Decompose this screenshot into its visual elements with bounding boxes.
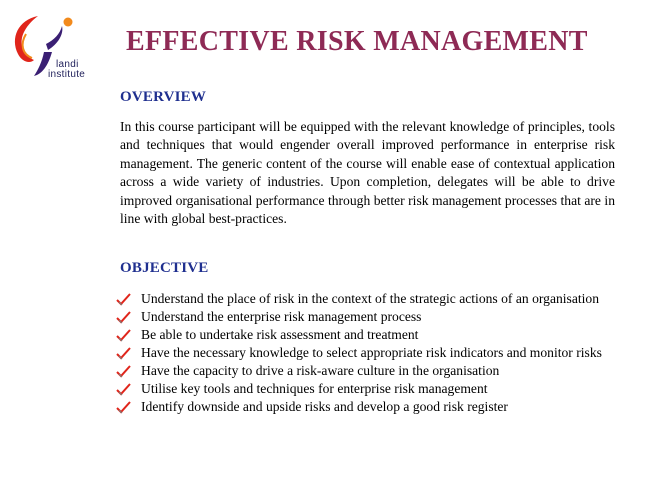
landi-institute-logo: [8, 4, 120, 84]
checkmark-bullet-icon: [116, 311, 131, 324]
objective-item-text: Understand the place of risk in the context of the strategic actions of an organisation: [141, 291, 600, 306]
checkmark-bullet-icon: [116, 293, 131, 306]
checkmark-bullet-icon: [116, 365, 131, 378]
objective-item-text: Understand the enterprise risk management process: [141, 309, 422, 324]
objective-item: [116, 398, 616, 415]
overview-heading: OVERVIEW: [120, 89, 207, 105]
objective-item: [116, 362, 616, 379]
objective-item-text: Be able to undertake risk assessment and treatment: [141, 327, 419, 342]
checkmark-bullet-icon: [116, 401, 131, 414]
objective-item: [116, 290, 616, 307]
overview-text: In this course participant will be equipped with the relevant knowledge of principles, tools and techniques that would engender overall improved performance in enterprise risk management. The generic content of the course will enable ease of contextual application across a wide variety of industries. Upon completion, delegates will be able to drive improved organisational performance through better risk management processes that are in line with global best-practices.: [120, 119, 615, 227]
objective-item-text: Identify downside and upside risks and develop a good risk register: [141, 399, 508, 414]
objective-item-text: Have the capacity to drive a risk-aware culture in the organisation: [141, 363, 500, 378]
objective-list: [116, 290, 616, 416]
logo-line1: landi: [56, 59, 79, 70]
objective-item: [116, 308, 616, 325]
objective-item-text: Have the necessary knowledge to select appropriate risk indicators and monitor risks: [141, 345, 602, 360]
checkmark-bullet-icon: [116, 329, 131, 342]
objective-heading: OBJECTIVE: [120, 260, 209, 276]
checkmark-bullet-icon: [116, 383, 131, 396]
page-title: EFFECTIVE RISK MANAGEMENT: [126, 26, 588, 57]
logo-line2: institute: [48, 69, 86, 80]
objective-item: [116, 380, 616, 397]
objective-item: [116, 344, 616, 361]
objective-item: [116, 326, 616, 343]
checkmark-bullet-icon: [116, 347, 131, 360]
objective-item-text: Utilise key tools and techniques for enterprise risk management: [141, 381, 488, 396]
logo-text: [48, 60, 85, 80]
